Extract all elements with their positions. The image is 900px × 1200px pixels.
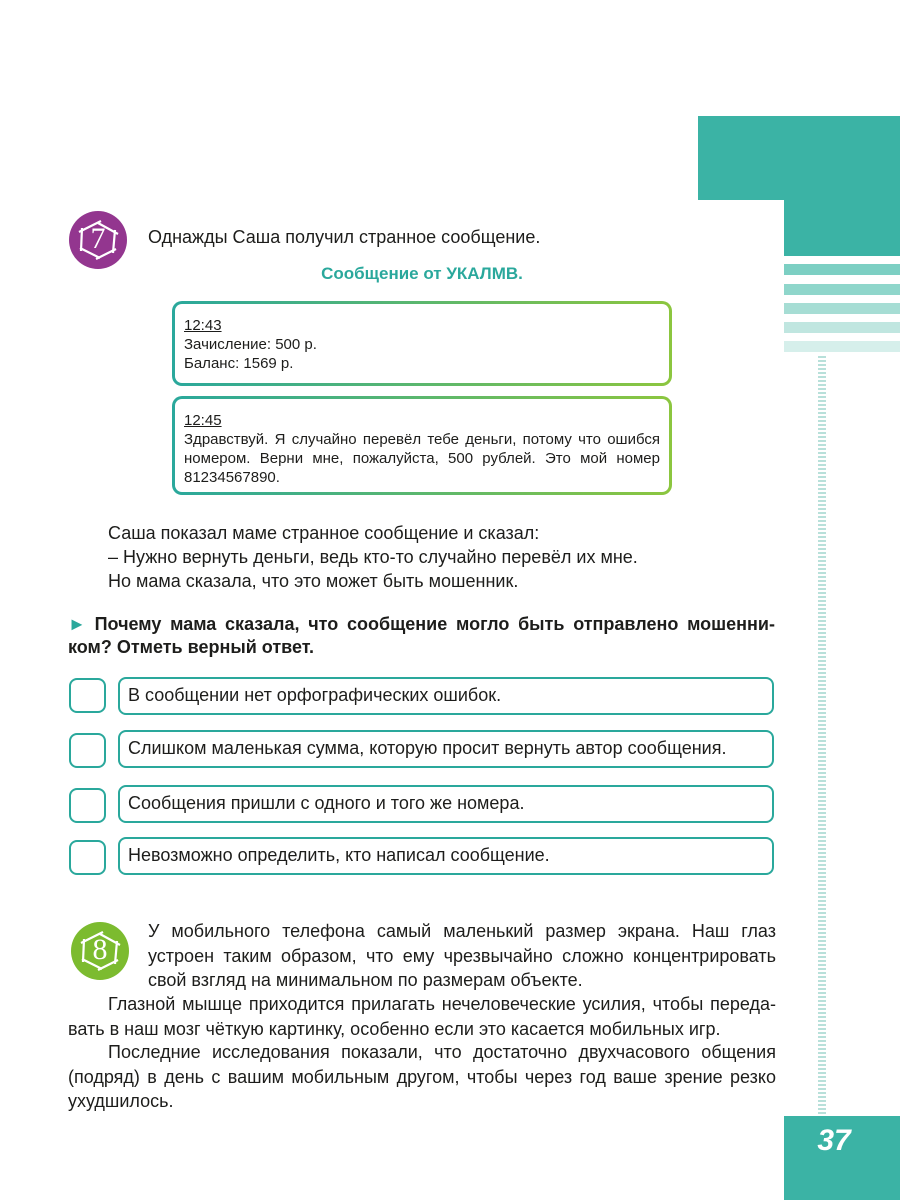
answer-option-1[interactable]: В сообщении нет орфографических ошибок. bbox=[118, 677, 774, 715]
task-8-paragraph-1: У мобильного телефона самый маленький размер экрана. Наш глаз устроен таким образом, что ему чрезвычайно сложно концентрировать свой взгляд на минимальном по размерам объекте. bbox=[148, 921, 776, 990]
answer-option-2[interactable]: Слишком маленькая сумма, которую просит вернуть автор сообщения. bbox=[118, 730, 774, 768]
answer-checkbox-1[interactable] bbox=[69, 678, 106, 713]
story-line: Но мама сказала, что это может быть мошенник. bbox=[108, 571, 519, 591]
task-7-badge bbox=[68, 210, 128, 270]
message-title: Сообщение от УКАЛМВ. bbox=[321, 264, 523, 283]
sms-text: Здравствуй. Я случайно перевёл тебе деньги, потому что ошибся номером. Верни мне, пожалуйста, 500 рублей. Это мой номер 81234567890. bbox=[184, 431, 660, 486]
task-8-badge bbox=[70, 921, 130, 981]
question bbox=[68, 613, 775, 659]
decor-stripe bbox=[784, 284, 900, 295]
decor-dotted-line bbox=[818, 356, 826, 1116]
decor-stripe bbox=[784, 264, 900, 275]
sms-text: Зачисление: 500 р. Баланс: 1569 р. bbox=[184, 336, 317, 372]
sms-bubble-1 bbox=[172, 301, 672, 386]
decor-stripe bbox=[784, 303, 900, 314]
answer-checkbox-4[interactable] bbox=[69, 840, 106, 875]
answer-option-3[interactable]: Сообщения пришли с одного и того же номера. bbox=[118, 785, 774, 823]
answer-checkbox-3[interactable] bbox=[69, 788, 106, 823]
question-marker: ► bbox=[68, 614, 86, 634]
sms-bubble-2 bbox=[172, 396, 672, 495]
story-line: Саша показал маме странное сообщение и сказал: bbox=[108, 523, 540, 543]
task-8-paragraph-2: Глазной мышце приходится прилагать нечеловеческие усилия, чтобы передавать в наш мозг чёткую картинку, особенно если это касается мобильных игр. bbox=[68, 994, 776, 1039]
task-number: 7 bbox=[90, 222, 106, 255]
sms-time: 12:43 bbox=[184, 317, 222, 334]
task-8-paragraph-3: Последние исследования показали, что достаточно двухчасового общения (подряд) в день с вашим мобильным другом, чтобы через год ваше зрение резко ухудшилось. bbox=[68, 1042, 776, 1111]
sms-time: 12:45 bbox=[184, 412, 222, 429]
task-7-intro: Однажды Саша получил странное сообщение. bbox=[148, 227, 541, 247]
page-number: 37 bbox=[817, 1124, 851, 1157]
task-number: 8 bbox=[92, 933, 108, 966]
decor-stripe bbox=[784, 322, 900, 333]
question-text: Почему мама сказала, что сообщение могло быть отправлено мошенником? Отметь верный ответ. bbox=[68, 614, 775, 657]
story-line: – Нужно вернуть деньги, ведь кто-то случайно перевёл их мне. bbox=[108, 547, 638, 567]
decor-stripe bbox=[784, 341, 900, 352]
answer-checkbox-2[interactable] bbox=[69, 733, 106, 768]
side-decoration bbox=[784, 116, 900, 256]
answer-option-4[interactable]: Невозможно определить, кто написал сообщение. bbox=[118, 837, 774, 875]
